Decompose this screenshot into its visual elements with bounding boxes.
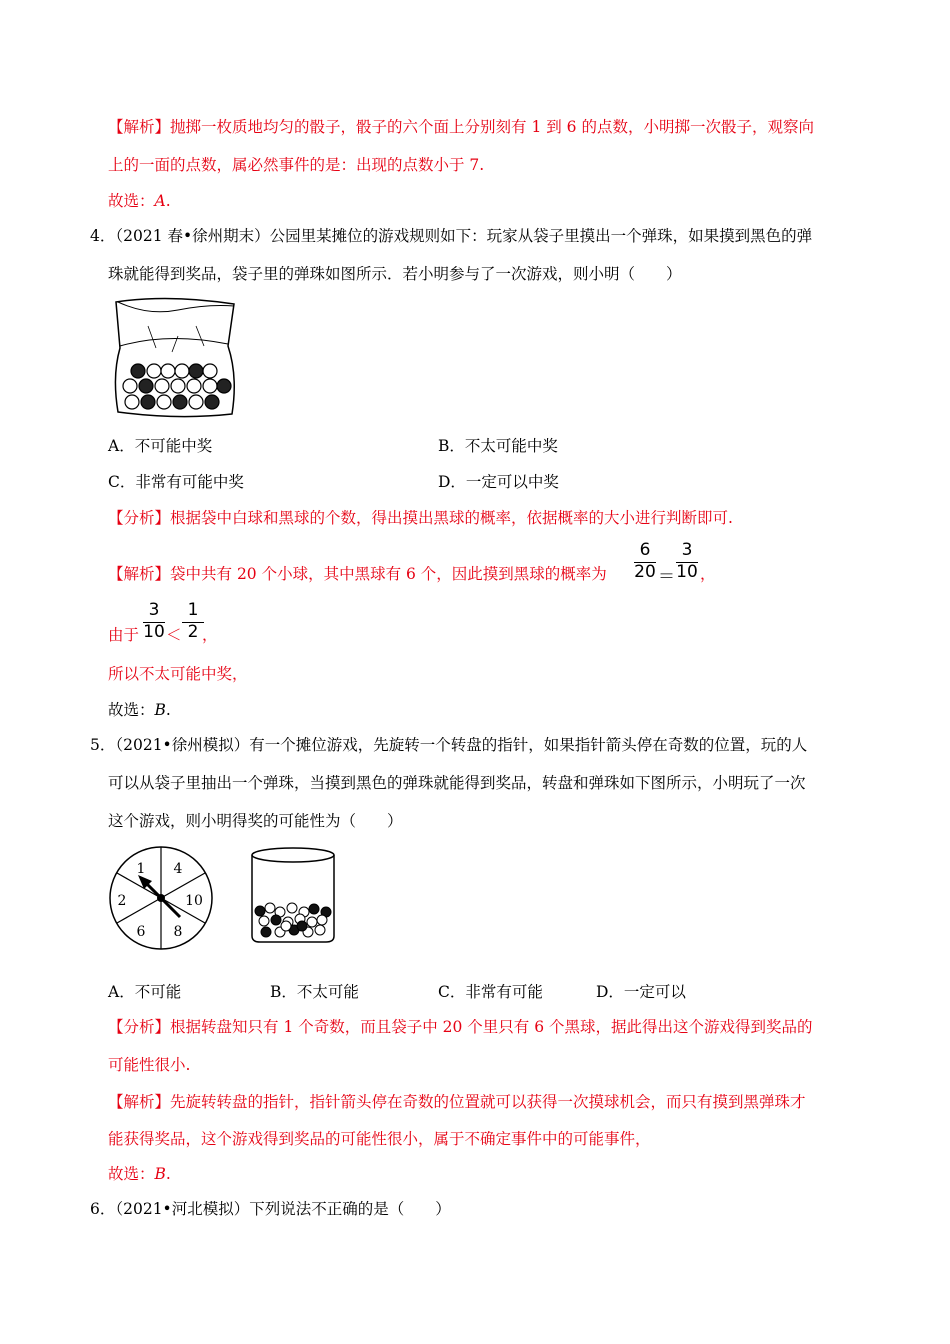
q5-analysis-hint-line-2: 可能性很小. <box>108 1056 191 1074</box>
q4-option-a: A．不可能中奖 <box>108 437 213 455</box>
marble <box>157 395 171 409</box>
marble <box>131 364 145 378</box>
jar-marble <box>255 906 265 916</box>
q4-stem-line-2: 珠就能得到奖品，袋子里的弹珠如图所示．若小明参与了一次游戏，则小明（ ） <box>108 265 682 283</box>
comma-2: ， <box>202 626 218 644</box>
jar-marble <box>265 903 275 913</box>
spinner-number-2: 2 <box>117 893 127 909</box>
q4-solution-line-1: 【解析】袋中共有 20 个小球，其中黑球有 6 个，因此摸到黑球的概率为 <box>108 565 607 583</box>
q5-stem-line-2: 可以从袋子里抽出一个弹珠，当摸到黑色的弹珠就能得到奖品，转盘和弹珠如下图所示，小明玩了一次 <box>108 774 806 792</box>
q5-analysis-hint-line-1: 【分析】根据转盘知只有 1 个奇数，而且袋子中 20 个里只有 6 个黑球，据此得出这个游戏得到奖品的 <box>108 1018 813 1036</box>
marble <box>141 395 155 409</box>
q4-analysis-hint: 【分析】根据袋中白球和黑球的个数，得出摸出黑球的概率，依据概率的大小进行判断即可. <box>108 509 733 527</box>
jar-marbles <box>255 903 331 937</box>
q3-analysis-line-2: 上的一面的点数，属必然事件的是：出现的点数小于 7. <box>108 156 485 174</box>
q5-option-b: B．不太可能 <box>270 983 359 1001</box>
q5-answer: 故选：B. <box>108 1165 171 1183</box>
marble <box>187 379 201 393</box>
jar-figure <box>250 846 340 946</box>
spinner-number-8: 8 <box>173 924 183 940</box>
spinner-number-4: 4 <box>173 861 183 877</box>
spinner-number-1: 1 <box>136 861 146 877</box>
jar-marble <box>297 921 307 931</box>
comma: ， <box>700 565 716 583</box>
marble-bag-figure <box>108 296 243 420</box>
marble <box>147 364 161 378</box>
q5-option-d: D．一定可以 <box>596 983 686 1001</box>
jar-marble <box>307 917 317 927</box>
spinner-number-10: 10 <box>185 893 203 909</box>
q3-analysis-line-1: 【解析】抛掷一枚质地均匀的骰子，骰子的六个面上分别刻有 1 到 6 的点数，小明掷一次骰子，观察向 <box>108 118 814 136</box>
marble <box>161 364 175 378</box>
jar-marble <box>315 925 325 935</box>
marble <box>155 379 169 393</box>
marble <box>171 379 185 393</box>
marble <box>205 395 219 409</box>
q5-stem-line-1: 5．（2021•徐州模拟）有一个摊位游戏，先旋转一个转盘的指针，如果指针箭头停在奇数的位置，玩的人 <box>90 736 808 754</box>
marble <box>189 395 203 409</box>
jar-marble <box>281 921 291 931</box>
equals-sign: ＝ <box>658 567 675 587</box>
q4-solution-line-2-prefix: 由于 <box>108 626 140 644</box>
marble <box>139 379 153 393</box>
jar-marble <box>259 916 269 926</box>
q5-solution-line-1: 【解析】先旋转转盘的指针，指针箭头停在奇数的位置就可以获得一次摸球机会，而只有摸到黑弹珠才 <box>108 1093 806 1111</box>
q4-option-c: C．非常有可能中奖 <box>108 473 244 491</box>
q6-stem: 6．（2021•河北模拟）下列说法不正确的是（ ） <box>90 1200 451 1218</box>
marble <box>203 379 217 393</box>
q4-stem-line-1: 4．（2021 春•徐州期末）公园里某摊位的游戏规则如下：玩家从袋子里摸出一个弹珠，如果摸到黑色的弹 <box>90 227 813 245</box>
q4-option-d: D．一定可以中奖 <box>438 473 559 491</box>
jar-marble <box>309 904 319 914</box>
jar-marble <box>287 903 297 913</box>
q4-solution-line-3: 所以不太可能中奖， <box>108 665 248 683</box>
jar-marble <box>261 927 271 937</box>
q5-option-c: C．非常有可能 <box>438 983 543 1001</box>
marble <box>123 379 137 393</box>
spinner-figure <box>108 845 218 955</box>
jar-marble <box>317 915 327 925</box>
marble <box>217 379 231 393</box>
q5-stem-line-3: 这个游戏，则小明得奖的可能性为（ ） <box>108 812 403 830</box>
q4-option-b: B．不太可能中奖 <box>438 437 558 455</box>
marble <box>125 395 139 409</box>
marble <box>203 364 217 378</box>
marble <box>175 364 189 378</box>
q5-solution-line-2: 能获得奖品，这个游戏得到奖品的可能性很小，属于不确定事件中的可能事件， <box>108 1130 651 1148</box>
spinner-number-6: 6 <box>136 924 146 940</box>
q5-option-a: A．不可能 <box>108 983 182 1001</box>
marble <box>189 364 203 378</box>
less-than-sign: ＜ <box>166 626 182 644</box>
marble <box>173 395 187 409</box>
jar-marble <box>271 915 281 925</box>
q4-answer: 故选：B. <box>108 701 171 719</box>
q3-answer: 故选：A. <box>108 192 171 210</box>
marbles <box>123 364 231 409</box>
